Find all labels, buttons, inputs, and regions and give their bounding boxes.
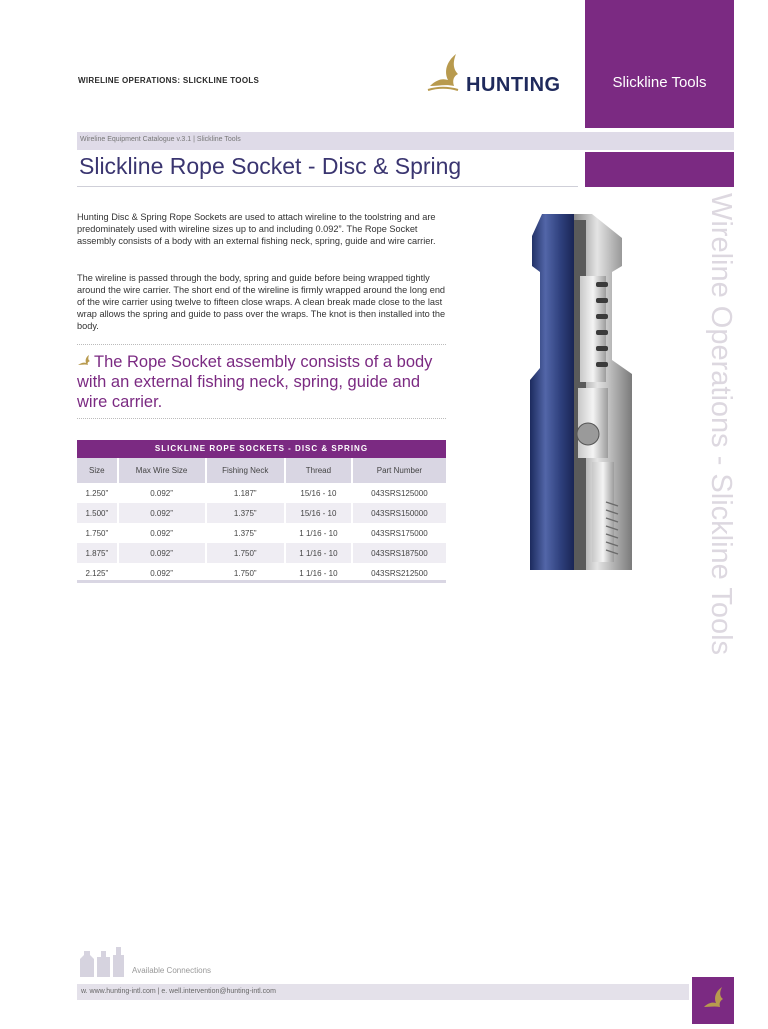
cell-thread: 15/16 - 10 — [285, 483, 352, 503]
cell-max-wire: 0.092” — [118, 523, 206, 543]
cell-max-wire: 0.092” — [118, 503, 206, 523]
cell-part-number: 043SRS212500 — [371, 568, 428, 578]
cell-size: 1.500” — [77, 503, 118, 523]
table-row — [77, 543, 446, 563]
table-row — [77, 503, 446, 523]
cell-size: 1.250” — [77, 483, 118, 503]
rope-socket-illustration — [526, 210, 636, 574]
footer-bar — [77, 984, 689, 1000]
vertical-section-title-text: Wireline Operations - Slickline Tools — [705, 193, 737, 656]
col-header-size: Size — [77, 458, 118, 483]
pull-quote — [77, 352, 449, 412]
cell-thread: 1 1/16 - 10 — [285, 523, 352, 543]
cell-part-number: 043SRS187500 — [352, 543, 446, 563]
cell-fishing-neck: 1.375” — [206, 503, 285, 523]
logo-wordmark: HUNTING — [466, 74, 561, 96]
cell-part-number: 043SRS125000 — [371, 488, 428, 498]
cell-fishing-neck: 1.375” — [206, 523, 285, 543]
hunting-logo — [424, 50, 574, 96]
table-row — [77, 523, 446, 543]
category-tab — [585, 0, 734, 128]
cell-part-number: 043SRS150000 — [352, 503, 446, 523]
cell-thread: 15/16 - 10 — [285, 503, 352, 523]
breadcrumb-bar — [77, 132, 734, 150]
cell-thread: 1 1/16 - 10 — [285, 563, 352, 583]
cell-max-wire: 0.092” — [118, 563, 206, 583]
connection-icons — [78, 945, 126, 977]
footer-contact[interactable]: w. www.hunting-intl.com | e. well.intervention@hunting-intl.com — [81, 988, 276, 995]
footer-tab — [692, 977, 734, 1024]
purple-accent-block — [585, 152, 734, 187]
dotted-divider-top — [77, 344, 446, 345]
col-header-part-number: Part Number — [352, 458, 446, 483]
title-divider — [77, 186, 578, 187]
col-header-max-wire-size: Max Wire Size — [118, 458, 206, 483]
cell-max-wire: 0.092” — [118, 543, 206, 563]
cell-fishing-neck: 1.187” — [206, 483, 285, 503]
cell-fishing-neck: 1.750” — [206, 543, 285, 563]
bird-quote-icon — [77, 354, 91, 368]
dotted-divider-bottom — [77, 418, 446, 419]
table-row — [77, 483, 446, 503]
cell-part-number: 043SRS175000 — [371, 528, 428, 538]
bird-logo-icon — [424, 50, 464, 96]
breadcrumb: Wireline Equipment Catalogue v.3.1 | Slickline Tools — [80, 136, 241, 143]
col-header-fishing-neck: Fishing Neck — [206, 458, 285, 483]
cell-thread: 1 1/16 - 10 — [285, 543, 352, 563]
vertical-section-title — [700, 193, 737, 705]
cell-size: 1.750” — [77, 523, 118, 543]
spec-table — [77, 440, 446, 583]
cell-max-wire: 0.092” — [118, 483, 206, 503]
available-connections-label: Available Connections — [132, 966, 212, 975]
cell-size: 2.125” — [77, 563, 118, 583]
col-header-thread: Thread — [285, 458, 352, 483]
table-bottom-rule — [77, 580, 446, 583]
cell-size: 1.875” — [77, 543, 118, 563]
cell-fishing-neck: 1.750” — [206, 563, 285, 583]
category-tab-label: Slickline Tools — [612, 74, 707, 91]
page-title: Slickline Rope Socket - Disc & Spring — [79, 153, 462, 179]
process-paragraph: The wireline is passed through the body, spring and guide before being wrapped tightly around the wire carrier. The short end of the wireline is firmly wrapped around the long end of the wire carrier using twelve to fifteen close wraps. A clean break made close to the last wrap allows the spring and guide to pass over the wraps. The knot is then installed into the body. — [77, 273, 446, 331]
table-caption: SLICKLINE ROPE SOCKETS - DISC & SPRING — [77, 440, 446, 458]
intro-paragraph: Hunting Disc & Spring Rope Sockets are used to attach wireline to the toolstring and are predominately used with wireline sizes up to and including 0.092”. The Rope Socket assembly consists of a body with an external fishing neck, spring, guide and wire carrier. — [77, 212, 436, 246]
table-header-row — [77, 458, 446, 483]
available-connections-icons — [78, 945, 126, 977]
bird-footer-icon — [692, 977, 734, 1024]
pull-quote-text: The Rope Socket assembly consists of a body with an external fishing neck, spring, guide and wire carrier. — [77, 353, 433, 411]
section-label: WIRELINE OPERATIONS: SLICKLINE TOOLS — [78, 76, 260, 85]
